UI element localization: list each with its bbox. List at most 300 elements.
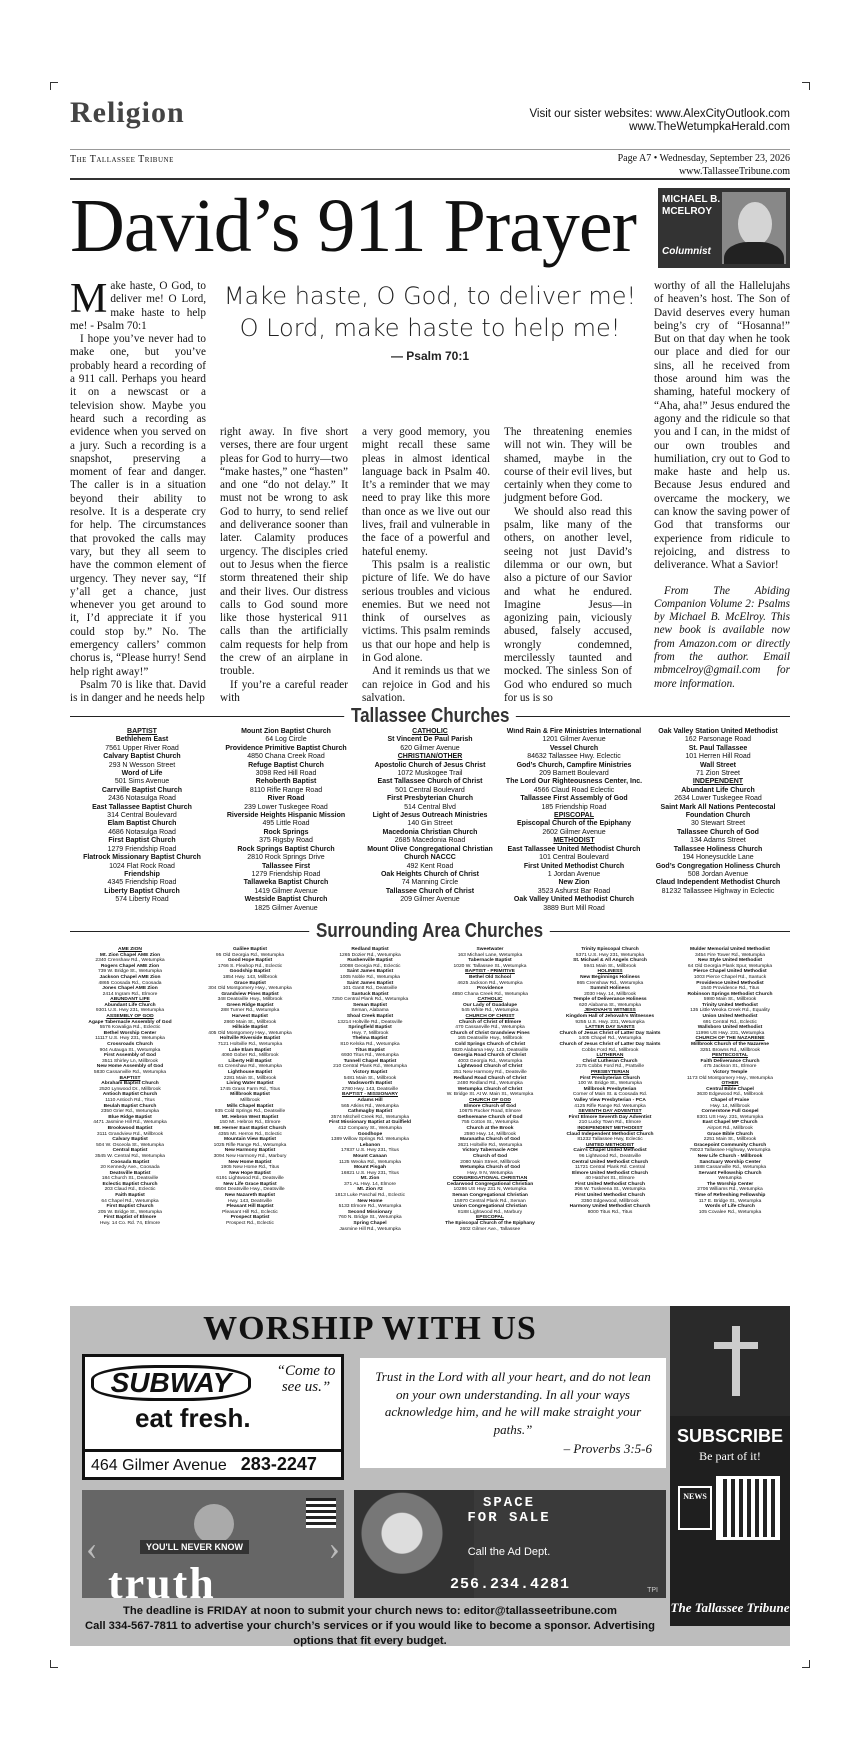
church-address: Seman, Alabama bbox=[351, 1008, 389, 1014]
church-address: 620 Alabama St., Wetumpka bbox=[579, 1002, 641, 1008]
church-address: 16821 U.S. Hwy 231, Titus bbox=[341, 1170, 399, 1176]
church-name: New Home Baptist bbox=[228, 1159, 272, 1165]
drop-cap: M bbox=[70, 276, 108, 322]
church-name: Second Missionary bbox=[347, 1209, 393, 1215]
subway-address-bar bbox=[85, 1449, 341, 1477]
church-address: 135 Little Weoka Creek Rd., Equality bbox=[690, 1008, 770, 1014]
church-address: 1005 Noble Rd., Wetumpka bbox=[340, 974, 400, 980]
church-name: New Home bbox=[357, 1198, 383, 1204]
denomination-heading: PENTECOSTAL bbox=[711, 1053, 749, 1059]
page-subheader bbox=[70, 150, 790, 180]
deadline-notice bbox=[70, 1604, 670, 1649]
church-name: Agape Tabernacle Assembly of God bbox=[88, 1019, 172, 1025]
church-address: 5371 U.S. Hwy 231, Wetumpka bbox=[575, 952, 645, 958]
church-address: Airport Rd., Millbrook bbox=[707, 1125, 753, 1131]
church-name: River Road bbox=[267, 795, 305, 803]
denomination-heading: HOLINESS bbox=[597, 969, 623, 975]
church-address: 8000 Titus Rd., Titus bbox=[587, 1209, 633, 1215]
church-name: Mount Pisgah bbox=[353, 1165, 387, 1171]
church-address: 4850 Chana Creek Road bbox=[247, 753, 325, 761]
church-address: 96 Lightwood Rd., Deatsville bbox=[579, 1153, 641, 1159]
church-name: Rogers Chapel AME Zion bbox=[100, 963, 160, 969]
sister-site-line-2[interactable]: www.TheWetumpkaHerald.com bbox=[629, 121, 790, 133]
church-name: Mt. Zion bbox=[360, 1176, 380, 1182]
church-address: 1125 Weoka Rd., Wetumpka bbox=[339, 1159, 401, 1165]
church-address: 1003 Pierce Chapel Rd., Santuck bbox=[693, 974, 767, 980]
church-address: 203 Claud Rd., Eclectic bbox=[104, 1187, 156, 1193]
church-name: Millbrook Presbyterian bbox=[583, 1086, 637, 1092]
truth-ad[interactable] bbox=[82, 1490, 344, 1598]
church-name: Millbrook Baptist bbox=[230, 1092, 270, 1098]
church-name: Rock Springs bbox=[263, 828, 309, 836]
qr-code-icon[interactable] bbox=[306, 1498, 336, 1528]
church-name: Springfield Baptist bbox=[348, 1025, 392, 1031]
church-address: 163 Michael Lane, Wetumpka bbox=[457, 952, 523, 958]
church-address: Pleasant Hill Rd., Eclectic bbox=[222, 1209, 278, 1215]
church-name: First Assembly of God bbox=[104, 1053, 156, 1059]
church-address: 492 Kent Road bbox=[406, 862, 454, 870]
host-photo bbox=[194, 1504, 234, 1544]
church-address: 11996 US Hwy. 231, Wetumpka bbox=[695, 1030, 765, 1036]
church-address: 3511 Shirley Ln, Millbrook bbox=[102, 1058, 158, 1064]
church-address: 20 Kennedy Ave., Coosada bbox=[100, 1165, 160, 1171]
church-name: Pierce Chapel United Methodist bbox=[693, 969, 767, 975]
church-name: Calvary Baptist bbox=[112, 1137, 148, 1143]
church-address: 7121 Holtville Rd., Wetumpka bbox=[217, 1042, 283, 1048]
church-name: Chapel of Praise bbox=[710, 1097, 750, 1103]
church-address: 935 Cold Springs Rd., Deatsville bbox=[214, 1109, 286, 1115]
church-name: Abundant Life Church bbox=[681, 786, 755, 794]
subway-logo: SUBWAY bbox=[91, 1365, 251, 1401]
church-name: Mt. Zion Chapel AME Zion bbox=[99, 952, 161, 958]
church-name: Mount Olive Congregational Christian bbox=[367, 845, 493, 853]
church-name: Episcopal Church of the Epiphany bbox=[517, 820, 631, 828]
columnist-box bbox=[658, 188, 790, 268]
church-address: 9301 U.S. Hwy 231, Wetumpka bbox=[95, 1008, 165, 1014]
church-address: 2520 Lynwood Dr., Millbrook bbox=[99, 1086, 161, 1092]
church-name: Tallassee First Assembly of God bbox=[520, 795, 628, 803]
church-name: First Baptist Church bbox=[108, 837, 176, 845]
tallassee-column bbox=[502, 728, 646, 913]
article-paragraph: Psalm 70 is like that. David is in danger and he needs help bbox=[70, 678, 206, 705]
church-name: Maranatha Church of God bbox=[459, 1137, 521, 1143]
church-address: 17837 U.S. Hwy 231, Titus bbox=[341, 1148, 399, 1154]
church-name: Wind Rain & Fire Ministries International bbox=[506, 728, 642, 735]
denomination-heading: CATHOLIC bbox=[477, 997, 503, 1003]
church-address: 3523 Ashurst Bar Road bbox=[537, 887, 611, 895]
church-name: The Worship Center bbox=[706, 1181, 754, 1187]
denomination-heading: CONGREGATIONAL CHRISTIAN bbox=[452, 1176, 528, 1182]
surrounding-churches-list bbox=[70, 947, 790, 1232]
qr-code-icon[interactable] bbox=[716, 1476, 780, 1540]
church-address: 61 Crenshaw Rd., Wetumpka bbox=[218, 1064, 282, 1070]
church-name: Lake Elam Baptist bbox=[228, 1047, 272, 1053]
church-name: Church of Christ of Elmore bbox=[458, 1019, 522, 1025]
church-name: New Style United Methodist bbox=[697, 958, 763, 964]
church-address: 2706 Williams Rd., Wetumpka bbox=[697, 1187, 763, 1193]
page-date: Page A7 • Wednesday, September 23, 2026 bbox=[617, 153, 790, 164]
church-address: 1024 Flat Rock Road bbox=[109, 862, 175, 870]
paper-website[interactable]: www.TallasseeTribune.com bbox=[678, 166, 790, 177]
church-name: Central Baptist bbox=[112, 1148, 148, 1154]
church-name: Jones Chapel AME Zion bbox=[102, 986, 158, 992]
church-name: Rock Springs Baptist Church bbox=[237, 845, 335, 853]
article-paragraph: worthy of all the Hallelujahs of heaven’s host. The Son of David deserves every human being’s cry of “Hosanna!” But on that day when he took our place and died for our sins, all he received from those around him was the shaming, hateful mockery of “Aha, aha!” Jesus endured the agony and the ridicule so that you and I can, in the midst of our own troubles and humiliation, cry out to God to make haste and help us. Because Jesus endured and overcame the mockery, we can know the saving power of God that transforms our experience from ridicule to rejoicing, and distress to deliverance. What a Savior! bbox=[654, 280, 790, 572]
church-name: Sanctuary Worship Center bbox=[699, 1159, 761, 1165]
church-address: 81232 Tallassee Highway in Eclectic bbox=[661, 887, 775, 895]
church-name: First Presbyterian Church bbox=[387, 795, 473, 803]
denomination-heading: CATHOLIC bbox=[412, 728, 448, 735]
article-lede: ake haste, O God, to deliver me! O Lord, make haste to help me! - Psalm 70:1 bbox=[70, 280, 206, 332]
church-name: St. Paul Tallassee bbox=[688, 744, 748, 752]
church-address: 4850 Chana Creek Rd., Wetumpka bbox=[451, 991, 529, 997]
church-address: 2602 Gilmer Ave., Tallassee bbox=[459, 1226, 521, 1232]
church-name: Robinson Springs Methodist Church bbox=[687, 991, 773, 997]
denomination-heading: INDEPENDENT METHODIST bbox=[577, 1125, 643, 1131]
church-name: Christ Lutheran Church bbox=[582, 1058, 638, 1064]
church-name: Bethel Old School bbox=[468, 974, 512, 980]
denomination-heading: UNITED METHODIST bbox=[585, 1142, 635, 1148]
photo-shoulders bbox=[724, 242, 784, 264]
article-column-1 bbox=[70, 276, 206, 706]
church-name: Carrville Baptist Church bbox=[101, 786, 183, 794]
denomination-heading: CHURCH OF THE NAZARENE bbox=[695, 1036, 765, 1042]
church-address: 162 Parsonage Road bbox=[684, 736, 752, 744]
church-name: Spring Chapel bbox=[353, 1221, 387, 1227]
church-name: Adams Hill bbox=[357, 1097, 383, 1103]
church-name: Seman Congregational Christian bbox=[452, 1193, 528, 1199]
church-address: 545 White Rd., Wetumpka bbox=[461, 1008, 519, 1014]
church-address: 293 N Wesson Street bbox=[108, 761, 176, 769]
article-paragraph: We should also read this psalm, like many of the others, on another level, seeing not just David’s dilemma or our own, but also a picture of our Savior and what he endured. Imagine Jesus—in agonizing pain, viciously abused, falsely accused, wrongly condemned, mercilessly taunted and mocked. The sinless Son of God who endured so much for us is so bbox=[504, 505, 632, 704]
church-address: 504 W. Osceola St., Wetumpka bbox=[96, 1142, 164, 1148]
church-address: 239 Lower Tuskegee Road bbox=[244, 803, 328, 811]
church-address: 475 Jackson St., Elmore bbox=[703, 1064, 757, 1070]
church-name: Abundant Life Church bbox=[104, 1002, 156, 1008]
church-name: New Nazareth Baptist bbox=[224, 1193, 275, 1199]
church-name: Saint James Baptist bbox=[346, 980, 394, 986]
subway-address: 464 Gilmer Avenue bbox=[91, 1457, 227, 1474]
church-name: Crossroads Church bbox=[107, 1042, 153, 1048]
church-address: 470 Cassanville Rd., Wetumpka bbox=[455, 1025, 525, 1031]
denomination-heading: SEVENTH DAY ADVENTIST bbox=[578, 1109, 642, 1115]
church-address: 1813 Luke Paschal Rd., Eclectic bbox=[334, 1193, 406, 1199]
church-name: Riverside Heights Hispanic Mission bbox=[226, 812, 346, 820]
church-address: 4060 Gober Rd., Millbrook bbox=[221, 1053, 279, 1059]
church-name: Church of God bbox=[472, 1153, 508, 1159]
church-name: Trinity Episcopal Church bbox=[581, 946, 639, 952]
article-column-2 bbox=[220, 426, 348, 705]
church-name: Union Congregational Christian bbox=[453, 1204, 527, 1210]
church-address: 904 Autauga St., Wetumpka bbox=[99, 1047, 161, 1053]
church-name: Elmore Church of God bbox=[463, 1103, 517, 1109]
surrounding-churches-heading bbox=[70, 919, 790, 943]
worship-title: WORSHIP WITH US bbox=[203, 1310, 537, 1347]
church-name: Liberty Hill Baptist bbox=[228, 1058, 272, 1064]
church-address: 5980 Main St., Millbrook bbox=[703, 997, 757, 1003]
article-column-5 bbox=[654, 280, 790, 691]
church-name: Tallassee Church of God bbox=[677, 828, 759, 836]
church-address: 105 Covalee Rd., Wetumpka bbox=[698, 1209, 762, 1215]
church-name: Lightwood Church of Christ bbox=[457, 1064, 523, 1070]
church-address: Jasmine Hill Rd., Wetumpka bbox=[339, 1226, 401, 1232]
church-name: The Lord Our Righteousness Center, Inc. bbox=[505, 778, 643, 786]
church-name: Holtville Riverside Baptist bbox=[219, 1036, 281, 1042]
church-name: Wadsworth Baptist bbox=[347, 1081, 393, 1087]
church-address: 3889 Burt Mill Road bbox=[543, 904, 605, 912]
church-address: 2251 Main St., Millbrook bbox=[703, 1137, 757, 1143]
church-name: Jackson Chapel AME Zion bbox=[99, 974, 161, 980]
church-address: 184 Church St., Deatsville bbox=[101, 1176, 159, 1182]
church-address: 4686 Notasulga Road bbox=[108, 828, 176, 836]
denomination-heading: PRESBYTERIAN bbox=[590, 1070, 630, 1075]
church-name: New Home Assembly of God bbox=[96, 1064, 164, 1070]
church-name: Kingdom Hall of Jehovah’s Witnesses bbox=[565, 1014, 655, 1020]
church-name: Mountain View Baptist bbox=[223, 1137, 277, 1143]
church-address: 574 Liberty Road bbox=[115, 896, 169, 904]
church-address: 194 Honeysuckle Lane bbox=[682, 854, 754, 862]
denomination-heading: OTHER bbox=[721, 1081, 739, 1087]
subscribe-ad[interactable] bbox=[670, 1416, 790, 1626]
advertise-text: Call 334-567-7811 to advertise your church’s services or if you would like to become a sponsor. Advertising options that fit every budget. bbox=[85, 1620, 655, 1647]
space-ad-call: Call the Ad Dept. bbox=[467, 1546, 551, 1558]
church-address: 30 Stewart Street bbox=[690, 820, 746, 828]
church-address: 3111 Grandview Rd., Millbrook bbox=[96, 1131, 164, 1137]
church-address: 1020 W. Tallassee St., Wetumpka bbox=[453, 963, 527, 969]
church-address: 150 Mt. Hebron Rd., Elmore bbox=[219, 1120, 281, 1126]
church-address: Hwy. 143, Deatsville bbox=[228, 1198, 272, 1204]
church-name: Providence United Methodist bbox=[696, 980, 764, 986]
subway-ad[interactable] bbox=[82, 1354, 344, 1480]
church-name: Light of Jesus Outreach Ministries bbox=[372, 812, 488, 820]
church-address: 2860 Main St., Millbrook bbox=[223, 1019, 277, 1025]
church-address: 2350 Grier Rd., Wetumpka bbox=[100, 1109, 160, 1115]
church-address: 5481 Main St., Millbrook bbox=[343, 1075, 397, 1081]
space-for-sale-headline: SPACE FOR SALE bbox=[467, 1495, 551, 1526]
church-address: 2810 Rock Springs Drive bbox=[247, 854, 325, 862]
church-address: 10675 Rucker Road, Elmore bbox=[459, 1109, 521, 1115]
church-name: Oak Valley Station United Methodist bbox=[658, 728, 778, 735]
denomination-heading: ASSEMBLY OF GOD bbox=[106, 1014, 154, 1020]
church-address: 2480 Redland Rd., Wetumpka bbox=[457, 1081, 523, 1087]
church-name: Cathmagby Baptist bbox=[347, 1109, 393, 1115]
denomination-heading: CHRISTIAN/OTHER bbox=[397, 753, 463, 761]
church-name: Shoal Creek Baptist bbox=[346, 1014, 394, 1020]
church-address: 71 Zion Street bbox=[696, 770, 740, 778]
church-name: Friendship bbox=[124, 870, 160, 878]
denomination-heading: BAPTIST - PRIMITIVE bbox=[465, 969, 515, 975]
church-address: 4345 Friendship Road bbox=[107, 879, 177, 887]
church-address: 288 Turner Rd., Wetumpka bbox=[220, 1008, 280, 1014]
church-name: Valley View Presbyterian - PCA bbox=[574, 1097, 646, 1103]
truth-ad-title: truth bbox=[108, 1559, 216, 1598]
church-address: 2414 Ingram Rd., Elmore bbox=[102, 991, 158, 997]
church-name: Coosada Baptist bbox=[110, 1159, 150, 1165]
article-paragraph: And it reminds us that we can rejoice in God and his salvation. bbox=[362, 665, 490, 704]
paper-name: The Tallassee Tribune bbox=[70, 154, 174, 165]
space-for-sale-ad[interactable] bbox=[354, 1490, 666, 1598]
church-name: Antioch Baptist Church bbox=[102, 1092, 158, 1098]
church-address: 1173 Old Montgomery Hwy., Wetumpka bbox=[687, 1075, 773, 1081]
church-address: 185 Friendship Road bbox=[541, 803, 607, 811]
church-name: Lighthouse Baptist bbox=[227, 1070, 273, 1075]
church-address: 101 Central Boulevard bbox=[539, 854, 609, 862]
church-address: 3545 W. Central Rd., Wetumpka bbox=[94, 1153, 166, 1159]
church-address: 5830 Cassanville Rd., Wetumpka bbox=[93, 1070, 167, 1075]
church-name: Seman Baptist bbox=[353, 1002, 387, 1008]
church-name: Tallaweka Baptist Church bbox=[243, 879, 329, 887]
church-address: 10088 Georgia Rd., Eclectic bbox=[339, 963, 401, 969]
church-address: 371 AL Hwy. 14, Elmore bbox=[344, 1181, 396, 1187]
church-name: Goodship Baptist bbox=[229, 969, 271, 975]
church-address: 6930 Titus Rd., Wetumpka bbox=[341, 1053, 399, 1059]
denomination-heading: EPISCOPAL bbox=[476, 1215, 504, 1221]
church-name: Gracepoint Community Church bbox=[693, 1142, 767, 1148]
sister-site-line-1[interactable]: Visit our sister websites: www.AlexCityOutlook.com bbox=[529, 108, 790, 120]
church-address: 5133 Elmore Rd., Wetumpka bbox=[338, 1204, 402, 1210]
church-name: Thelma Baptist bbox=[352, 1036, 388, 1042]
church-name: First United Methodist Church bbox=[574, 1181, 646, 1187]
church-name: Calvary Baptist Church bbox=[103, 753, 181, 761]
church-address: 9255 U.S. Hwy. 231, Wetumpka bbox=[575, 1019, 645, 1025]
church-name: Church NACCC bbox=[404, 854, 456, 862]
church-name: New Hope Baptist bbox=[229, 1170, 271, 1176]
church-address: 304 Old Montgomery Hwy., Wetumpka bbox=[208, 986, 292, 992]
denomination-heading: BAPTIST bbox=[127, 728, 157, 735]
church-address: 1405 Chapel Rd., Wetumpka bbox=[578, 1036, 642, 1042]
denomination-heading: LUTHERAN bbox=[596, 1053, 624, 1059]
church-name: Our Lady of Guadalupe bbox=[462, 1002, 518, 1008]
church-address: Hwy. 9 N, Wetumpka bbox=[467, 1170, 513, 1176]
church-name: Grace Bible Church bbox=[707, 1131, 753, 1137]
church-address: Wetumpka bbox=[718, 1176, 742, 1182]
church-address: Hwy. 14, Millbrook bbox=[710, 1103, 750, 1109]
church-name: God’s Church, Campfire Ministries bbox=[516, 761, 632, 769]
denomination-heading: EPISCOPAL bbox=[554, 812, 594, 820]
church-address: 760 N. Bridge St., Wetumpka bbox=[338, 1215, 402, 1221]
church-address: 810 Kelska Rd., Wetumpka bbox=[340, 1042, 400, 1048]
church-address: 4625 Jackson Rd., Wetumpka bbox=[457, 980, 523, 986]
church-address: 1110 Antioch Rd., Titus bbox=[105, 1097, 155, 1103]
church-address: 501 Central Boulevard bbox=[395, 786, 465, 794]
church-address: 8110 Rifle Range Road bbox=[249, 786, 323, 794]
church-address: 405 Old Montgomery Hwy., Wetumpka bbox=[208, 1030, 292, 1036]
church-address: Cobbs Ford Rd., Millbrook bbox=[581, 1047, 639, 1053]
space-ad-phone: 256.234.4281 bbox=[449, 1576, 571, 1593]
church-name: Abraham Baptist Church bbox=[101, 1081, 159, 1087]
church-name: Mt. Zion #2 bbox=[357, 1187, 383, 1193]
church-address: 5941 Main St., Millbrook bbox=[583, 963, 637, 969]
church-name: Mills Chapel Baptist bbox=[226, 1103, 274, 1109]
church-name: Wetumpka Church of Christ bbox=[457, 1086, 523, 1092]
church-address: 4865 Coosada Rd., Coosada bbox=[98, 980, 162, 986]
church-name: Cornerstone Full Gospel bbox=[701, 1109, 759, 1115]
church-address: 2602 Gilmer Avenue bbox=[542, 828, 606, 836]
church-address: 7250 Central Plank Rd., Wetumpka bbox=[331, 997, 409, 1003]
church-name: Claud Independent Methodist Church bbox=[655, 879, 781, 887]
church-name: First United Methodist Church bbox=[523, 862, 625, 870]
subscribe-tagline: Be part of it! bbox=[699, 1449, 761, 1463]
church-address: 1 Jordan Avenue bbox=[547, 870, 601, 878]
church-name: Mt. Hebron West Baptist bbox=[221, 1114, 279, 1120]
church-address: 64 Old Georgia Plank Spur, Wetumpka bbox=[687, 963, 773, 969]
church-name: Pleasant Hill Baptist bbox=[226, 1204, 274, 1210]
denomination-heading: AME ZION bbox=[118, 946, 142, 952]
church-name: Prospect Baptist bbox=[230, 1215, 270, 1221]
subscribe-masthead: The Tallassee Tribune bbox=[670, 1600, 790, 1615]
headline-row bbox=[70, 180, 790, 280]
church-name: Summit Holiness bbox=[590, 986, 630, 992]
surrounding-column bbox=[190, 947, 310, 1232]
church-address: 15970 Central Plank Rd., Seman bbox=[454, 1198, 526, 1204]
church-address: 314 Central Boulevard bbox=[107, 812, 177, 820]
church-address: 3350 Edgewood, Millbrook bbox=[581, 1198, 639, 1204]
church-name: Goodhope bbox=[357, 1131, 383, 1137]
church-address: 501 Sims Avenue bbox=[114, 778, 170, 786]
church-name: New Life Grace Baptist bbox=[223, 1181, 277, 1187]
church-name: Wallsboro United Methodist bbox=[697, 1025, 763, 1031]
article-paragraph: right away. In five short verses, there are four urgent pleas for God to hurry—two “make hastes,” one “hasten” and one “do not delay.” It must not be wrong to ask God to hurry, to send relief and deliverance sooner than later. Calamity produces urgency. The disciples cried out to Jesus when the fierce storm threatened their ship and their lives. Our distress calls to God sound more like those hysterical 911 calls than the artificially calm requests for help from the crew of an airplane in trouble. bbox=[220, 426, 348, 678]
church-name: God’s Congregation Holiness Church bbox=[655, 862, 781, 870]
church-address: 210 Central Plank Rd., Wetumpka bbox=[333, 1064, 407, 1070]
church-name: Word of Life bbox=[121, 770, 163, 778]
pull-quote-text: Make haste, O God, to deliver me! O Lord, make haste to help me! bbox=[223, 282, 637, 342]
church-name: Good Hope Baptist bbox=[227, 958, 273, 964]
church-address: 7561 Upper River Road bbox=[105, 744, 179, 752]
church-name: Lebanon bbox=[359, 1142, 381, 1148]
church-name: Providence bbox=[476, 986, 504, 992]
church-address: 205 W. Bridge St., Wetumpka bbox=[97, 1209, 163, 1215]
church-name: Hillside Baptist bbox=[232, 1025, 268, 1031]
church-name: Mt. Herner East Baptist Church bbox=[213, 1125, 287, 1131]
surrounding-column bbox=[670, 947, 790, 1232]
church-name: Bethlehem East bbox=[115, 736, 169, 744]
tallassee-churches-list bbox=[70, 728, 790, 913]
church-name: Providence Primitive Baptist Church bbox=[225, 744, 347, 752]
church-name: New Beginnings Holiness bbox=[580, 974, 640, 980]
sister-websites bbox=[529, 108, 790, 134]
church-name: Harvest Baptist bbox=[232, 1014, 268, 1020]
church-address: Hwy. 14 Co. Rd. 74, Elmore bbox=[99, 1221, 161, 1227]
church-name: Titus Baptist bbox=[355, 1047, 385, 1053]
church-name: Beulah Baptist Church bbox=[103, 1103, 157, 1109]
deadline-text: The deadline is FRIDAY at noon to submit your church news to: editor@tallasseetribune.com bbox=[123, 1605, 617, 1617]
church-name: Tallassee First bbox=[261, 862, 311, 870]
church-address: 739 W. Bridge St., Wetumpka bbox=[97, 969, 163, 975]
church-address: 165 Deatsville Hwy., Millbrook bbox=[457, 1036, 523, 1042]
church-name: Gethsemane Church of God bbox=[457, 1114, 523, 1120]
church-address: 2590 Hwy. 14, Millbrook bbox=[464, 1131, 516, 1137]
church-name: Deatsville Baptist bbox=[109, 1170, 151, 1176]
denomination-heading: CHURCH OF GOD bbox=[469, 1097, 511, 1103]
article-paragraph: If you’re a careful reader with bbox=[220, 678, 348, 704]
church-name: First Baptist of Elmore bbox=[103, 1215, 157, 1221]
church-address: 4471 Jasmine Hill Rd., Wetumpka bbox=[93, 1120, 167, 1126]
church-address: 2436 Notasulga Road bbox=[108, 795, 176, 803]
church-address: 3630 Edgewood Rd., Millbrook bbox=[696, 1092, 764, 1098]
church-name: Cedarwood Congregational Christian bbox=[446, 1181, 534, 1187]
church-address: 6191 Lightwood Rd., Deatsville bbox=[216, 1176, 284, 1182]
denomination-heading: INDEPENDENT bbox=[692, 778, 744, 786]
church-name: Faith Baptist bbox=[115, 1193, 145, 1199]
church-address: 755 Cotton St., Wetumpka bbox=[461, 1120, 519, 1126]
crop-mark-top-right bbox=[802, 82, 810, 90]
church-address: 2634 Lower Tuskegee Road bbox=[674, 795, 762, 803]
church-name: Wall Street bbox=[700, 761, 736, 769]
church-name: Trinity United Methodist bbox=[702, 1002, 758, 1008]
headline: David’s 911 Prayer bbox=[70, 184, 636, 268]
church-name: Rushenville Baptist bbox=[347, 958, 393, 964]
